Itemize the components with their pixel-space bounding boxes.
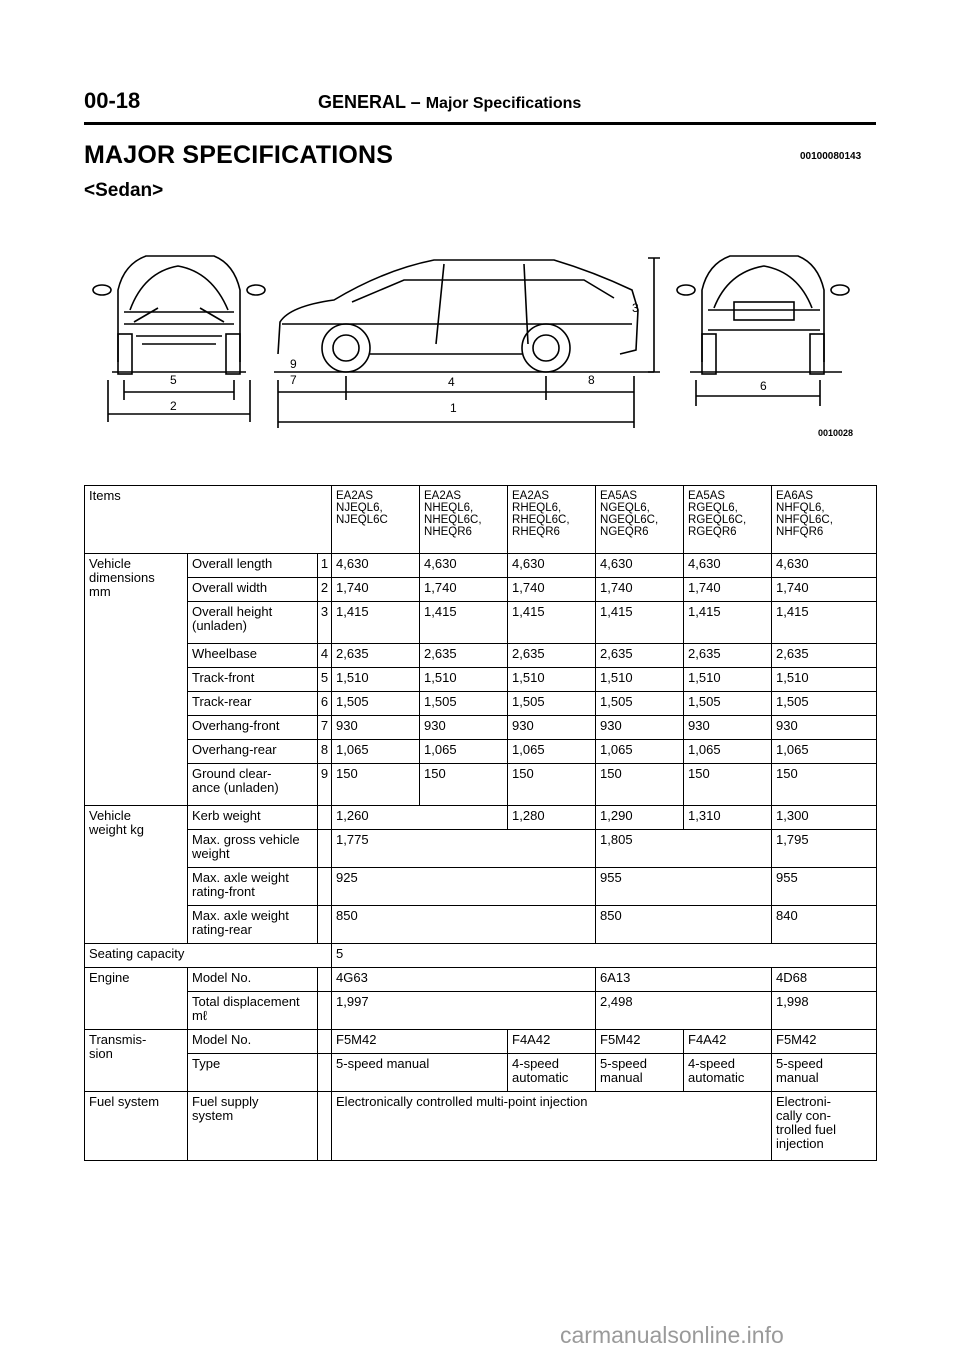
table-row xyxy=(85,692,877,716)
row-label: Max. axle weight rating-front xyxy=(188,868,318,906)
table-cell: 930 xyxy=(596,716,684,740)
model-header: EA6AS NHFQL6, NHFQL6C, NHFQR6 xyxy=(772,486,877,554)
table-cell: 1,510 xyxy=(596,668,684,692)
header-rule xyxy=(84,122,876,125)
table-cell: 150 xyxy=(772,764,877,806)
table-cell: 1,280 xyxy=(508,806,596,830)
table-row xyxy=(85,644,877,668)
table-cell: 1,998 xyxy=(772,992,877,1030)
watermark: carmanualsonline.info xyxy=(560,1322,784,1348)
table-cell: F4A42 xyxy=(684,1030,772,1054)
group-label-weight: Vehicle weight kg xyxy=(85,806,188,944)
vehicle-dimensions-figure xyxy=(84,250,876,440)
table-cell: 1,505 xyxy=(684,692,772,716)
section-title: GENERAL – xyxy=(318,92,421,112)
table-cell: 955 xyxy=(596,868,772,906)
table-row xyxy=(85,740,877,764)
table-cell: 1,415 xyxy=(596,602,684,644)
row-number: 6 xyxy=(318,692,332,716)
row-label: Ground clear- ance (unladen) xyxy=(188,764,318,806)
table-cell: 1,510 xyxy=(508,668,596,692)
table-cell: 4,630 xyxy=(332,554,420,578)
figure-label-2: 2 xyxy=(170,399,177,413)
table-cell: 1,310 xyxy=(684,806,772,830)
figure-label-4: 4 xyxy=(448,375,455,389)
model-header: EA2AS NHEQL6, NHEQL6C, NHEQR6 xyxy=(420,486,508,554)
subsection-title: Major Specifications xyxy=(425,95,582,112)
row-number: 4 xyxy=(318,644,332,668)
table-cell: 850 xyxy=(596,906,772,944)
row-label: Fuel supply system xyxy=(188,1092,318,1161)
table-cell: 1,795 xyxy=(772,830,877,868)
table-row xyxy=(85,944,877,968)
table-cell: 1,290 xyxy=(596,806,684,830)
row-label: Overall width xyxy=(188,578,318,602)
table-cell: 840 xyxy=(772,906,877,944)
figure-label-5: 5 xyxy=(170,373,177,387)
figure-label-6: 6 xyxy=(760,379,767,393)
table-cell: F5M42 xyxy=(772,1030,877,1054)
row-number xyxy=(318,968,332,992)
table-cell: 1,740 xyxy=(420,578,508,602)
table-cell: 1,505 xyxy=(772,692,877,716)
row-number xyxy=(318,1054,332,1092)
row-number xyxy=(318,868,332,906)
table-cell: 5 xyxy=(332,944,877,968)
row-number: 2 xyxy=(318,578,332,602)
model-header: EA5AS NGEQL6, NGEQL6C, NGEQR6 xyxy=(596,486,684,554)
table-cell: 2,635 xyxy=(332,644,420,668)
table-cell: 1,415 xyxy=(772,602,877,644)
table-row xyxy=(85,668,877,692)
row-number: 3 xyxy=(318,602,332,644)
row-number xyxy=(318,806,332,830)
row-label: Overhang-rear xyxy=(188,740,318,764)
table-cell: 2,635 xyxy=(508,644,596,668)
table-row xyxy=(85,830,877,868)
group-label-engine: Engine xyxy=(85,968,188,1030)
table-row xyxy=(85,1092,877,1161)
table-row xyxy=(85,906,877,944)
table-cell: Electronically controlled multi-point injection xyxy=(332,1092,772,1161)
table-cell: 1,775 xyxy=(332,830,596,868)
row-number: 5 xyxy=(318,668,332,692)
table-cell: 1,505 xyxy=(420,692,508,716)
table-cell: 4-speed automatic xyxy=(684,1054,772,1092)
table-cell: 150 xyxy=(332,764,420,806)
table-cell: 5-speed manual xyxy=(596,1054,684,1092)
table-cell: 1,415 xyxy=(420,602,508,644)
table-cell: 1,065 xyxy=(596,740,684,764)
table-header-row xyxy=(85,486,877,554)
row-label: Seating capacity xyxy=(85,944,332,968)
row-label: Max. axle weight rating-rear xyxy=(188,906,318,944)
table-cell: 4,630 xyxy=(772,554,877,578)
table-cell: Electroni- cally con- trolled fuel injection xyxy=(772,1092,877,1161)
table-cell: 1,300 xyxy=(772,806,877,830)
figure-code: 0010028 xyxy=(818,428,854,438)
table-cell: 150 xyxy=(596,764,684,806)
table-cell: 1,740 xyxy=(596,578,684,602)
row-number: 8 xyxy=(318,740,332,764)
table-row xyxy=(85,1030,877,1054)
table-cell: 930 xyxy=(332,716,420,740)
table-row xyxy=(85,968,877,992)
specifications-table xyxy=(84,485,877,1161)
table-cell: 850 xyxy=(332,906,596,944)
table-cell: 1,065 xyxy=(772,740,877,764)
table-cell: 955 xyxy=(772,868,877,906)
table-row xyxy=(85,1054,877,1092)
table-cell: 1,805 xyxy=(596,830,772,868)
row-label: Kerb weight xyxy=(188,806,318,830)
table-cell: 1,740 xyxy=(684,578,772,602)
row-number: 9 xyxy=(318,764,332,806)
table-cell: 930 xyxy=(508,716,596,740)
row-label: Overall height (unladen) xyxy=(188,602,318,644)
row-label: Total displacement mℓ xyxy=(188,992,318,1030)
table-cell: 1,997 xyxy=(332,992,596,1030)
model-header: EA5AS RGEQL6, RGEQL6C, RGEQR6 xyxy=(684,486,772,554)
table-cell: 930 xyxy=(684,716,772,740)
table-row xyxy=(85,602,877,644)
group-label-transmission: Transmis- sion xyxy=(85,1030,188,1092)
row-number xyxy=(318,830,332,868)
table-cell: 1,065 xyxy=(508,740,596,764)
row-number xyxy=(318,906,332,944)
table-cell: 4D68 xyxy=(772,968,877,992)
page-number: 00-18 xyxy=(84,88,141,113)
figure-label-3: 3 xyxy=(632,301,639,315)
table-row xyxy=(85,806,877,830)
table-cell: 5-speed manual xyxy=(772,1054,877,1092)
row-number xyxy=(318,1030,332,1054)
table-cell: 1,415 xyxy=(684,602,772,644)
table-cell: 930 xyxy=(420,716,508,740)
figure-label-8: 8 xyxy=(588,373,595,387)
table-cell: 5-speed manual xyxy=(332,1054,508,1092)
table-cell: 2,635 xyxy=(772,644,877,668)
row-number: 1 xyxy=(318,554,332,578)
table-cell: 2,635 xyxy=(596,644,684,668)
table-row xyxy=(85,578,877,602)
table-cell: 1,065 xyxy=(684,740,772,764)
table-cell: 1,510 xyxy=(420,668,508,692)
subtitle: <Sedan> xyxy=(84,180,164,201)
row-label: Overall length xyxy=(188,554,318,578)
figure-label-1: 1 xyxy=(450,401,457,415)
table-cell: 2,498 xyxy=(596,992,772,1030)
table-cell: 150 xyxy=(508,764,596,806)
row-label: Model No. xyxy=(188,1030,318,1054)
items-header: Items xyxy=(85,486,332,554)
figure-label-7: 7 xyxy=(290,373,297,387)
table-cell: 925 xyxy=(332,868,596,906)
table-row xyxy=(85,554,877,578)
table-cell: 4,630 xyxy=(684,554,772,578)
table-cell: 4,630 xyxy=(420,554,508,578)
table-cell: 1,510 xyxy=(332,668,420,692)
row-label: Track-front xyxy=(188,668,318,692)
table-cell: 1,505 xyxy=(508,692,596,716)
table-cell: 150 xyxy=(420,764,508,806)
table-cell: 1,510 xyxy=(772,668,877,692)
table-cell: 1,505 xyxy=(332,692,420,716)
table-row xyxy=(85,716,877,740)
section-header xyxy=(318,92,581,113)
row-label: Track-rear xyxy=(188,692,318,716)
row-label: Wheelbase xyxy=(188,644,318,668)
table-cell: 150 xyxy=(684,764,772,806)
row-number xyxy=(318,1092,332,1161)
document-number: 00100080143 xyxy=(800,151,862,162)
row-label: Type xyxy=(188,1054,318,1092)
model-header: EA2AS NJEQL6, NJEQL6C xyxy=(332,486,420,554)
table-cell: 4,630 xyxy=(508,554,596,578)
table-cell: 1,740 xyxy=(332,578,420,602)
row-label: Max. gross vehicle weight xyxy=(188,830,318,868)
table-cell: 6A13 xyxy=(596,968,772,992)
table-row xyxy=(85,764,877,806)
row-label: Overhang-front xyxy=(188,716,318,740)
table-cell: F5M42 xyxy=(332,1030,508,1054)
page-title: MAJOR SPECIFICATIONS xyxy=(84,141,394,169)
table-cell: 1,505 xyxy=(596,692,684,716)
table-cell: 1,415 xyxy=(508,602,596,644)
table-cell: 1,510 xyxy=(684,668,772,692)
table-cell: 930 xyxy=(772,716,877,740)
table-cell: 2,635 xyxy=(684,644,772,668)
table-cell: 2,635 xyxy=(420,644,508,668)
table-cell: 1,415 xyxy=(332,602,420,644)
table-cell: F4A42 xyxy=(508,1030,596,1054)
front-view-drawing xyxy=(93,256,265,422)
group-label-dimensions: Vehicle dimensions mm xyxy=(85,554,188,806)
row-number: 7 xyxy=(318,716,332,740)
side-view-drawing xyxy=(274,258,660,428)
table-cell: 4G63 xyxy=(332,968,596,992)
table-row xyxy=(85,992,877,1030)
table-cell: 4,630 xyxy=(596,554,684,578)
row-label: Model No. xyxy=(188,968,318,992)
group-label-fuel: Fuel system xyxy=(85,1092,188,1161)
table-cell: 1,740 xyxy=(772,578,877,602)
figure-label-9: 9 xyxy=(290,357,297,371)
table-row xyxy=(85,868,877,906)
table-cell: 4-speed automatic xyxy=(508,1054,596,1092)
table-cell: 1,065 xyxy=(332,740,420,764)
table-cell: 1,260 xyxy=(332,806,508,830)
table-cell: 1,740 xyxy=(508,578,596,602)
row-number xyxy=(318,992,332,1030)
table-cell: 1,065 xyxy=(420,740,508,764)
table-cell: F5M42 xyxy=(596,1030,684,1054)
model-header: EA2AS RHEQL6, RHEQL6C, RHEQR6 xyxy=(508,486,596,554)
